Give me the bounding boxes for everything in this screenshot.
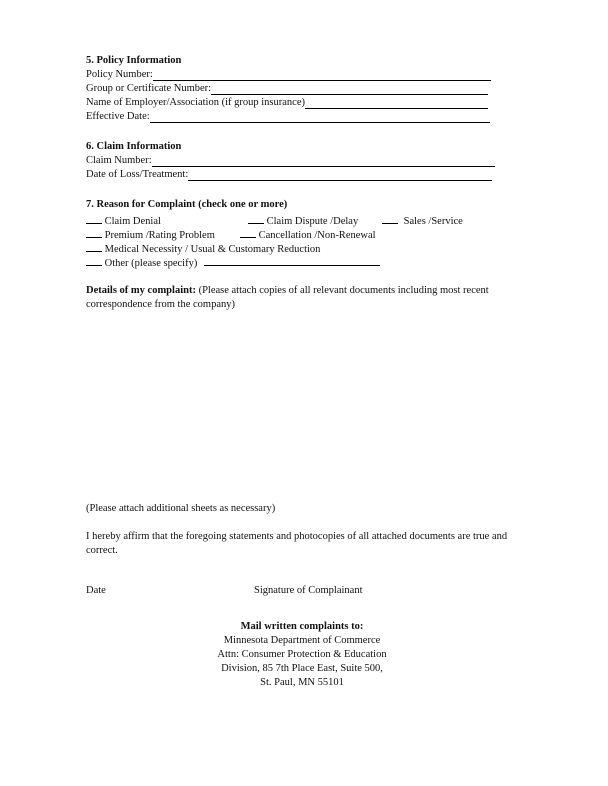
reason-section: [86, 198, 526, 268]
effective-date-label: Effective Date:: [86, 111, 150, 122]
claim-number-row: [86, 154, 526, 168]
mail-heading: Mail written complaints to:: [240, 621, 364, 632]
claim-dispute-checkbox[interactable]: [248, 212, 264, 224]
mail-address-block: [86, 620, 518, 690]
effective-date-field[interactable]: [150, 111, 490, 123]
policy-number-field[interactable]: [153, 69, 491, 81]
additional-sheets-note: (Please attach additional sheets as necessary): [86, 503, 276, 514]
group-number-label: Group or Certificate Number:: [86, 83, 212, 94]
date-of-loss-label: Date of Loss/Treatment:: [86, 169, 189, 180]
employer-field[interactable]: [305, 97, 488, 109]
group-number-field[interactable]: [211, 83, 488, 95]
affirmation-text: I hereby affirm that the foregoing statements and photocopies of all attached documents are true and correct.: [86, 531, 508, 556]
claim-number-label: Claim Number:: [86, 155, 152, 166]
premium-rating-checkbox[interactable]: [86, 226, 102, 238]
premium-rating-label: Premium /Rating Problem: [104, 230, 215, 241]
reason-row-4: [86, 254, 526, 268]
policy-heading: 5. Policy Information: [86, 55, 182, 66]
reason-row-1: [86, 212, 526, 226]
sales-service-checkbox[interactable]: [382, 212, 398, 224]
other-label: Other (please specify): [104, 258, 198, 269]
effective-date-row: [86, 110, 526, 124]
reason-row-3: [86, 240, 526, 254]
claim-denial-label: Claim Denial: [104, 216, 161, 227]
date-label: Date: [86, 585, 106, 596]
details-label: Details of my complaint:: [86, 285, 196, 296]
policy-section: [86, 54, 526, 124]
reason-row-2: [86, 226, 526, 240]
policy-number-label: Policy Number:: [86, 69, 153, 80]
signature-label: Signature of Complainant: [254, 585, 363, 596]
claim-section: [86, 140, 526, 182]
claim-dispute-label: Claim Dispute /Delay: [266, 216, 359, 227]
policy-number-row: [86, 68, 526, 82]
cancellation-label: Cancellation /Non-Renewal: [258, 230, 376, 241]
group-number-row: [86, 82, 526, 96]
sales-service-label: Sales /Service: [403, 216, 463, 227]
details-section: [86, 284, 518, 312]
date-of-loss-row: [86, 168, 526, 182]
date-of-loss-field[interactable]: [188, 169, 492, 181]
details-writing-area[interactable]: [86, 312, 526, 502]
claim-heading: 6. Claim Information: [86, 141, 182, 152]
cancellation-checkbox[interactable]: [240, 226, 256, 238]
medical-necessity-label: Medical Necessity / Usual & Customary Reduction: [104, 244, 321, 255]
employer-row: [86, 96, 526, 110]
mail-line-1: Minnesota Department of Commerce: [223, 635, 381, 646]
signature-row: [86, 584, 526, 598]
claim-number-field[interactable]: [152, 155, 495, 167]
mail-line-4: St. Paul, MN 55101: [260, 677, 344, 688]
medical-necessity-checkbox[interactable]: [86, 240, 102, 252]
mail-line-3: Division, 85 7th Place East, Suite 500,: [221, 663, 383, 674]
reason-heading: 7. Reason for Complaint (check one or more): [86, 199, 288, 210]
other-specify-field[interactable]: [204, 254, 380, 266]
details-instructions: (Please attach copies of all relevant documents including most recent correspondence from the company): [86, 285, 489, 310]
other-checkbox[interactable]: [86, 254, 102, 266]
employer-label: Name of Employer/Association (if group insurance): [86, 97, 305, 108]
complaint-form-page: [86, 54, 526, 690]
claim-denial-checkbox[interactable]: [86, 212, 102, 224]
mail-line-2: Attn: Consumer Protection & Education: [217, 649, 387, 660]
